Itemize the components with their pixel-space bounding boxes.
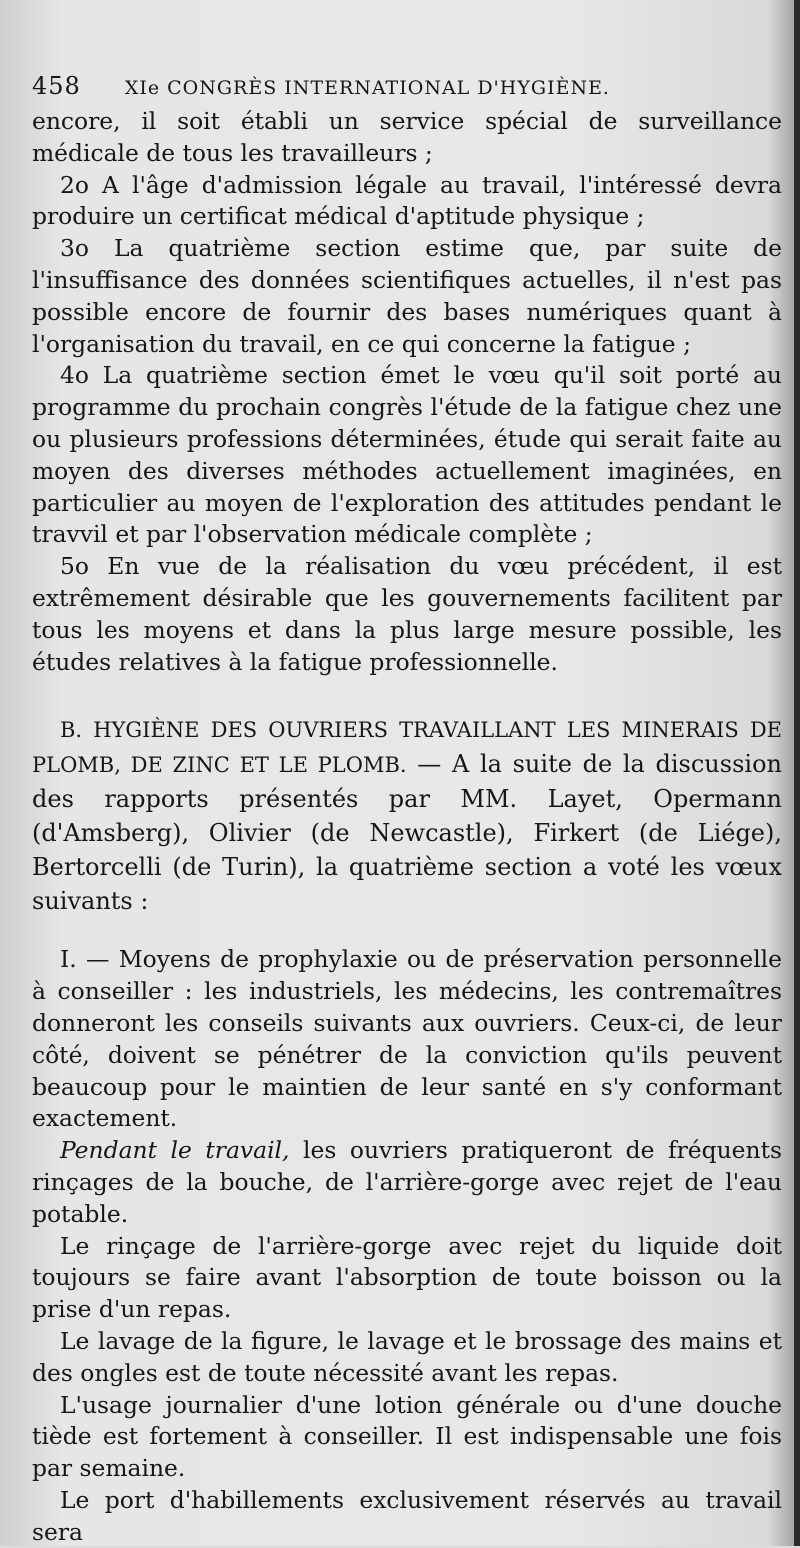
paragraph-item-4: 4o La quatrième section émet le vœu qu'il soit porté au programme du prochain congrès l'étude de la fatigue chez une ou plusieurs professions déterminées, étude qui serait faite au moyen des diverses méthodes actuellement imaginées, en particulier au moyen de l'exploration des attitudes pendant le travvil et par l'observation médicale complète ;: [32, 361, 782, 549]
page-edge: [794, 0, 800, 1546]
paragraph-continuation: encore, il soit établi un service spécial de surveillance médicale de tous les travailleurs ;: [32, 107, 782, 167]
recommendation-during-work-text: les ouvriers pratiqueront de fréquents rinçages de la bouche, de l'arrière-gorge avec rejet de l'eau potable.: [32, 1136, 782, 1228]
recommendation-clothing: Le port d'habillements exclusivement réservés au travail sera: [32, 1485, 782, 1546]
recommendation-lotion: L'usage journalier d'une lotion générale ou d'une douche tiède est fortement à conseiller. Il est indispensable une fois par semaine.: [32, 1390, 782, 1483]
section-b-intro: — A la suite de la discussion des rapports présentés par MM. Layet, Opermann (d'Amsberg), Olivier (de Newcastle), Firkert (de Liége), Bertorcelli (de Turin), la quatrième section a voté les vœux suivants :: [32, 750, 782, 916]
body-text: [32, 106, 782, 1548]
recommendations: [32, 944, 782, 1548]
recommendation-during-work: [32, 1135, 782, 1230]
italic-phrase: Pendant le travail,: [60, 1136, 290, 1165]
recommendation-rinsing: Le rinçage de l'arrière-gorge avec rejet du liquide doit toujours se faire avant l'absorption de toute boisson ou la prise d'un repas.: [32, 1231, 782, 1324]
running-header: [32, 72, 782, 100]
recommendation-washing: Le lavage de la figure, le lavage et le brossage des mains et des ongles est de toute nécessité avant les repas.: [32, 1326, 782, 1387]
section-b-title: B. HYGIÈNE DES OUVRIERS TRAVAILLANT LES MINERAIS DE PLOMB, DE ZINC ET LE PLOMB.: [32, 718, 782, 778]
section-gap: [32, 678, 782, 712]
page-number: 458: [32, 72, 81, 100]
paragraph-item-3: 3o La quatrième section estime que, par suite de l'insuffisance des données scientifiques actuelles, il n'est pas possible encore de fournir des bases numériques quant à l'organisation du travail, en ce qui concerne la fatigue ;: [32, 234, 782, 358]
running-title: XIe CONGRÈS INTERNATIONAL D'HYGIÈNE.: [124, 77, 610, 99]
recommendation-1: I. — Moyens de prophylaxie ou de préservation personnelle à conseiller : les industriels, les médecins, les contremaîtres donneront les conseils suivants aux ouvriers. Ceux-ci, de leur côté, doivent se pénétrer de la conviction qu'ils peuvent beaucoup pour le maintien de leur santé en s'y conformant exactement.: [32, 945, 782, 1133]
section-b-heading: [32, 712, 782, 918]
paragraph-item-5: 5o En vue de la réalisation du vœu précédent, il est extrêmement désirable que les gouvernements facilitent par tous les moyens et dans la plus large mesure possible, les études relatives à la fatigue professionnelle.: [32, 552, 782, 676]
paragraph-item-2: 2o A l'âge d'admission légale au travail, l'intéressé devra produire un certificat médical d'aptitude physique ;: [32, 170, 782, 231]
